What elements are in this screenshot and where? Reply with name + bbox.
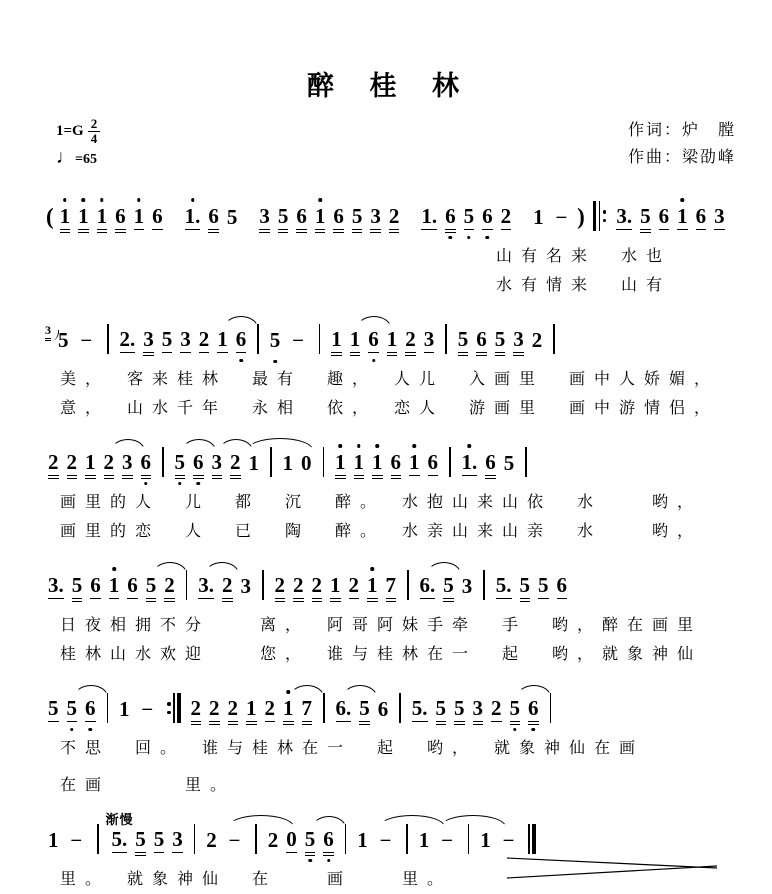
note: 6 (152, 204, 163, 229)
note: 3 (423, 327, 435, 352)
note: 5 (305, 829, 316, 853)
note: 2 (311, 573, 322, 598)
music-system (44, 185, 736, 300)
barline (323, 693, 325, 723)
note: 1. (462, 452, 478, 476)
lyrics-line: 里。 就象神仙 在 画 里。 (60, 871, 453, 889)
time-signature (88, 117, 101, 145)
note: 2 (267, 828, 279, 853)
octave-dot-above (357, 444, 361, 448)
note: 5 (457, 327, 469, 352)
note: 3 (370, 204, 381, 229)
note: 1 (246, 696, 257, 721)
barline (407, 570, 409, 600)
barline (553, 324, 555, 354)
note: 1 (331, 327, 342, 352)
tie-arc (228, 815, 294, 827)
octave-dot-below (467, 236, 471, 240)
octave-dot-above (112, 567, 116, 571)
note: 2 (222, 573, 233, 598)
note: 3 (143, 327, 154, 352)
note: 1 (282, 451, 293, 476)
notation-line (44, 308, 736, 365)
time-signature-numerator: 2 (88, 117, 101, 132)
barline (345, 824, 347, 854)
octave-dot-above (339, 444, 343, 448)
tempo-value: =65 (75, 152, 97, 168)
music-system (44, 554, 736, 669)
barline (323, 447, 325, 477)
note: 1 (48, 828, 59, 853)
note: 6 (556, 573, 567, 598)
key-signature: 1=G (56, 122, 84, 139)
note: 1 (78, 206, 89, 230)
song-title: 醉 桂 林 (306, 71, 473, 101)
note: 1 (386, 327, 398, 352)
note: 1 (367, 575, 378, 599)
barline (270, 447, 272, 477)
note: 5. (411, 696, 428, 721)
note: 5 (510, 698, 521, 722)
time-signature-denominator: 4 (90, 130, 98, 146)
note: 5 (175, 452, 186, 476)
parenthesis: ( (46, 204, 54, 230)
note: 5. (111, 827, 128, 852)
note: 0 (301, 451, 312, 476)
note: 6 (658, 204, 670, 229)
note: 2 (209, 696, 220, 721)
note: 1 (315, 206, 326, 230)
note: 6 (323, 829, 334, 853)
note: 1 (372, 452, 383, 476)
note: 1 (350, 329, 361, 353)
note: 5 (640, 204, 651, 229)
notation-line (44, 554, 736, 611)
duration-dash: – (293, 329, 303, 351)
duration-dash: – (230, 830, 240, 853)
note: 2 (293, 573, 304, 598)
tie-arc (440, 815, 506, 827)
note: 6 (115, 204, 126, 229)
music-system (44, 808, 736, 894)
note: 3 (180, 327, 191, 352)
note: 5 (153, 827, 165, 852)
octave-dot-below (197, 482, 201, 486)
octave-dot-below (273, 360, 277, 364)
repeat-start-sign (593, 201, 607, 231)
note: 5 (435, 696, 446, 721)
octave-dot-below (144, 482, 148, 486)
note: 1 (60, 206, 71, 230)
barline (107, 693, 109, 723)
barline (319, 324, 321, 354)
note: 1 (357, 828, 368, 853)
note: 0 (286, 827, 297, 852)
lyrics-line: 水有情来 山有 (496, 277, 672, 295)
duration-dash: – (442, 830, 452, 853)
note: 1 (119, 697, 130, 722)
note: 3 (212, 452, 223, 476)
lyrics-line: 山有名来 水也 (496, 248, 672, 266)
octave-dot-above (468, 444, 472, 448)
note: 2 (500, 204, 512, 229)
note: 6 (127, 573, 138, 598)
repeat-dot (603, 210, 607, 214)
note: 3. (48, 573, 64, 598)
barline (406, 824, 408, 854)
note: 6 (368, 329, 379, 353)
note: 7 (301, 696, 312, 721)
barline (483, 570, 485, 600)
note: 6. (420, 575, 436, 599)
note: 5 (71, 573, 83, 598)
barline (255, 824, 257, 854)
note: 1 (134, 206, 145, 230)
note: 6 (193, 452, 204, 476)
grace-note: 3 (45, 323, 51, 339)
note: 5 (58, 328, 69, 353)
note: 3 (172, 827, 183, 852)
repeat-thick-bar (177, 693, 181, 723)
note: 6 (427, 450, 438, 475)
note: 2 (348, 573, 359, 598)
note: 1 (409, 452, 420, 476)
note: 3. (616, 204, 633, 229)
octave-dot-below (178, 482, 182, 486)
repeat-dots (167, 702, 171, 714)
note: 5 (351, 204, 363, 229)
note: 5 (135, 827, 146, 852)
note: 5 (464, 206, 475, 230)
note: 5 (146, 575, 157, 599)
repeat-dot (603, 219, 607, 223)
octave-dot-above (100, 198, 104, 202)
repeat-thin-bar (599, 201, 601, 231)
music-system (44, 431, 736, 546)
note: 3 (472, 696, 483, 721)
lyrics-line: 意， 山水千年 永相 依， 恋人 游画里 画中游情侣， (60, 400, 720, 418)
note: 2 (48, 450, 59, 475)
note: 2 (230, 450, 241, 475)
parenthesis: ) (577, 204, 585, 230)
note: 2 (274, 573, 285, 598)
note: 6 (85, 698, 96, 722)
note: 2 (227, 696, 238, 721)
barline (399, 693, 401, 723)
credits (628, 117, 736, 171)
barline (468, 824, 470, 854)
octave-dot-below (449, 236, 453, 240)
lyrics-line: 画里的恋 人 已 陶 醉。 水亲山来山亲 水 哟， (60, 523, 703, 541)
duration-dash: – (556, 206, 567, 228)
note: 5 (226, 205, 238, 230)
note: 5 (503, 451, 515, 476)
note: 6 (333, 204, 344, 229)
note: 6 (390, 450, 401, 475)
note: 6 (141, 452, 152, 476)
octave-dot-above (318, 198, 322, 202)
note: 5 (48, 696, 59, 721)
barline (97, 824, 99, 854)
lyrics-line: 不思 回。 谁与桂林在一 起 哟， 就象神仙在画 (60, 740, 645, 758)
note: 2 (405, 327, 416, 352)
final-barline (528, 824, 536, 854)
quarter-note-icon: ♩ (56, 147, 75, 169)
octave-dot-below (513, 728, 517, 732)
octave-dot-above (82, 198, 86, 202)
barline (445, 324, 447, 354)
final-barline-thin (528, 824, 530, 854)
key-tempo-block (44, 117, 100, 169)
note: 2 (491, 696, 502, 721)
duration-dash: – (381, 830, 391, 853)
note: 5 (519, 573, 530, 598)
note: 2 (66, 450, 77, 475)
note: 2 (198, 327, 210, 352)
note: 1 (249, 453, 260, 476)
note: 1 (354, 452, 365, 476)
duration-dash: – (503, 829, 514, 851)
note: 3. (198, 575, 214, 599)
note: 6 (485, 450, 496, 475)
music-system (44, 308, 736, 423)
music-system (44, 771, 736, 800)
note: 6 (476, 327, 487, 352)
note: 1 (97, 206, 108, 230)
note: 5 (494, 327, 506, 352)
note: 3 (714, 204, 725, 229)
lyrics-line: 在画 里。 (60, 777, 236, 795)
notation-line (44, 677, 736, 734)
note: 1 (85, 450, 96, 475)
note: 3 (513, 327, 524, 352)
tempo-marking (56, 147, 100, 169)
final-barline-thick (532, 824, 536, 854)
note: 1 (418, 828, 430, 853)
lyrics-line: 桂林山水欢迎 您， 谁与桂林在一 起 哟，就象神仙 (60, 646, 703, 664)
lyrics-line: 画里的人 儿 都 沉 醉。 水抱山来山依 水 哟， (60, 494, 703, 512)
note: 6 (236, 329, 247, 353)
score (44, 185, 736, 894)
note: 6 (208, 204, 219, 229)
note: 1 (330, 573, 341, 598)
notation-line (44, 431, 736, 488)
note: 1 (677, 206, 688, 230)
duration-dash: – (81, 329, 91, 351)
note: 6 (90, 573, 101, 598)
note: 1. (421, 204, 438, 229)
repeat-thin-bar (173, 693, 175, 723)
note: 5 (67, 698, 78, 722)
repeat-end-sign (167, 693, 181, 723)
note: 5 (270, 330, 281, 353)
note: 6. (336, 698, 352, 722)
note: 2. (119, 327, 136, 352)
lyrics-line: 美， 客来桂林 最有 趣， 人儿 入画里 画中人娇媚， (60, 371, 720, 389)
note: 1. (185, 206, 201, 230)
note: 2 (104, 452, 115, 476)
duration-dash: – (71, 829, 81, 851)
repeat-dot (167, 702, 171, 706)
octave-dot-above (137, 198, 141, 202)
notation-line (44, 185, 736, 242)
note: 6 (377, 697, 389, 722)
repeat-dot (167, 711, 171, 715)
note: 2 (190, 696, 201, 721)
note: 6 (296, 204, 307, 229)
barline (186, 570, 188, 600)
barline (162, 447, 164, 477)
note: 2 (388, 204, 400, 229)
note: 1 (335, 452, 346, 476)
octave-dot-above (681, 198, 685, 202)
tie-arc (247, 438, 313, 450)
note: 1 (217, 329, 228, 353)
barline (262, 570, 264, 600)
barline (257, 324, 259, 354)
note: 3 (240, 574, 251, 599)
duration-dash: – (142, 698, 152, 720)
barline (550, 693, 552, 723)
lyrics-line: 日夜相拥不分 离， 阿哥阿妹手牵 手 哟，醉在画里 (60, 617, 703, 635)
note: 1 (480, 828, 491, 853)
repeat-dots (603, 210, 607, 222)
note: 2 (531, 328, 543, 353)
note: 6 (482, 206, 493, 230)
note: 2 (164, 573, 175, 598)
octave-dot-above (376, 444, 380, 448)
note: 2 (206, 828, 217, 853)
tempo-annotation: 渐慢 (105, 812, 134, 828)
octave-dot-below (372, 359, 376, 363)
note: 5 (359, 696, 370, 721)
octave-dot-below (70, 728, 74, 732)
note: 1 (533, 205, 544, 230)
composer-credit: 作曲：梁劭峰 (627, 149, 736, 167)
barline (525, 447, 527, 477)
note: 5 (443, 573, 454, 598)
note: 1 (283, 698, 294, 722)
octave-dot-below (89, 728, 93, 732)
octave-dot-below (239, 359, 243, 363)
tie-arc (379, 815, 445, 827)
note: 3 (461, 574, 473, 599)
note: 6 (695, 204, 707, 229)
note: 3 (122, 450, 133, 475)
octave-dot-below (532, 728, 536, 732)
note: 6 (445, 206, 456, 230)
repeat-thick-bar (593, 201, 597, 231)
header-meta (44, 117, 736, 171)
note: 7 (385, 573, 396, 598)
barline (107, 324, 109, 354)
octave-dot-below (308, 859, 312, 863)
octave-dot-below (327, 859, 331, 863)
note: 5 (538, 573, 549, 598)
octave-dot-above (371, 567, 375, 571)
octave-dot-below (486, 236, 490, 240)
note: 5 (277, 204, 289, 229)
note: 2 (264, 696, 275, 721)
music-system (44, 677, 736, 763)
note: 1 (109, 575, 120, 599)
note: 6 (528, 698, 539, 722)
decrescendo-hairpin (505, 854, 720, 880)
octave-dot-above (413, 444, 417, 448)
note: 5 (454, 696, 465, 721)
note: 5 (161, 327, 173, 352)
octave-dot-above (63, 198, 67, 202)
note: 5. (495, 573, 512, 598)
octave-dot-above (191, 198, 195, 202)
lyricist-credit: 作词：炉 膛 (627, 122, 736, 139)
barline (449, 447, 451, 477)
barline (194, 824, 196, 854)
note: 3 (259, 204, 270, 229)
